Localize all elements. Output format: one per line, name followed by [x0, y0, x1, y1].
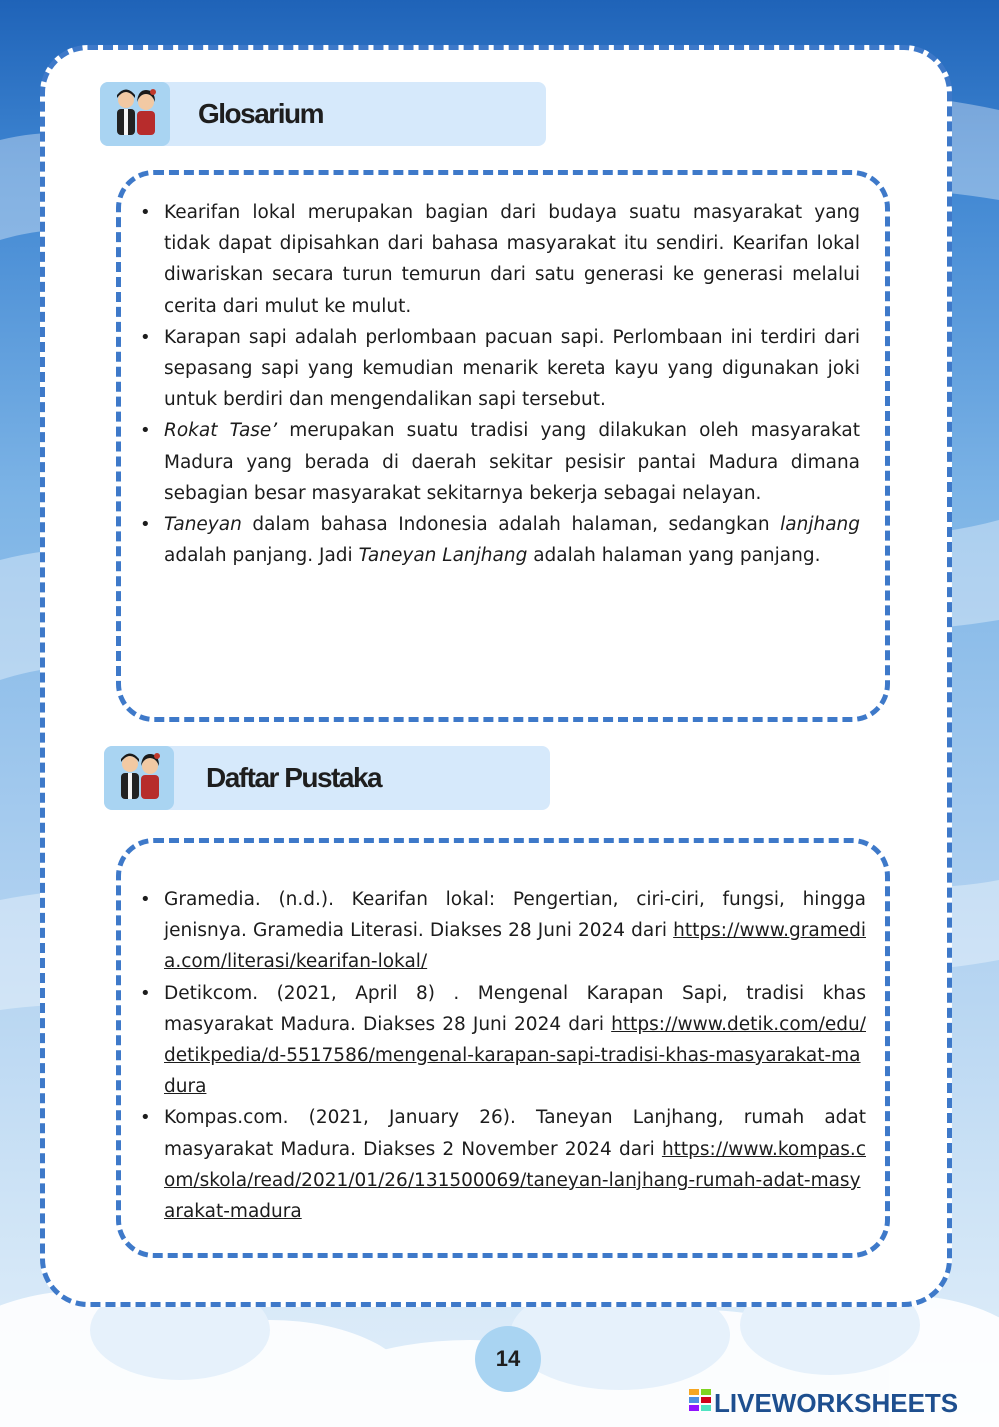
references-list: [138, 884, 866, 1227]
glossary-title: Glosarium: [198, 98, 323, 129]
list-item: • Kompas.com. (2021, January 26). Taneyan Lanjhang, rumah adat masyarakat Madura. Diakses 2 November 2024 dari https://www.kompas.com/skola/read/2021/01/26/131500069/taneyan-lanjhang-rumah-adat-masyarakat-madura: [138, 1102, 866, 1227]
references-header: [104, 746, 550, 810]
reference-link[interactable]: https://www.kompas.com/skola/read/2021/01/26/131500069/taneyan-lanjhang-rumah-adat-masyarakat-madura: [164, 1138, 866, 1223]
liveworksheets-logo: [688, 1386, 958, 1420]
list-item: • Karapan sapi adalah perlombaan pacuan sapi. Perlombaan ini terdiri dari sepasang sapi yang kemudian menarik kereta kayu yang digunakan joki untuk berdiri dan mengendalikan sapi tersebut.: [138, 322, 860, 416]
list-item: • Kearifan lokal merupakan bagian dari budaya suatu masyarakat yang tidak dapat dipisahkan dari bahasa masyarakat itu sendiri. Kearifan lokal diwariskan secara turun temurun dari satu generasi ke generasi melalui cerita dari mulut ke mulut.: [138, 197, 860, 322]
list-item: • Gramedia. (n.d.). Kearifan lokal: Pengertian, ciri-ciri, fungsi, hingga jenisnya. Gramedia Literasi. Diakses 28 Juni 2024 dari https://www.gramedia.com/literasi/kearifan-lokal/: [138, 884, 866, 978]
list-item: • Taneyan dalam bahasa Indonesia adalah halaman, sedangkan lanjhang adalah panjang. Jadi Taneyan Lanjhang adalah halaman yang panjang.: [138, 509, 860, 571]
liveworksheets-icon: [688, 1388, 714, 1418]
couple-icon: [100, 82, 170, 146]
couple-icon: [104, 746, 174, 810]
reference-link[interactable]: https://www.detik.com/edu/detikpedia/d-5517586/mengenal-karapan-sapi-tradisi-khas-masyarakat-madura: [164, 1013, 866, 1098]
page-number: 14: [475, 1326, 541, 1392]
list-item: • Detikcom. (2021, April 8) . Mengenal Karapan Sapi, tradisi khas masyarakat Madura. Diakses 28 Juni 2024 dari https://www.detik.com/edu/detikpedia/d-5517586/mengenal-karapan-sapi-tradisi-khas-masyarakat-madura: [138, 978, 866, 1103]
watermark-text: LIVEWORKSHEETS: [714, 1387, 959, 1418]
references-title: Daftar Pustaka: [206, 762, 382, 793]
glossary-header: [100, 82, 546, 146]
reference-link[interactable]: https://www.gramedia.com/literasi/kearifan-lokal/: [164, 920, 866, 973]
glossary-list: [138, 197, 860, 571]
list-item: • Rokat Tase’ merupakan suatu tradisi yang dilakukan oleh masyarakat Madura yang berada di daerah sekitar pesisir pantai Madura dimana sebagian besar masyarakat sekitarnya bekerja sebagai nelayan.: [138, 415, 860, 509]
